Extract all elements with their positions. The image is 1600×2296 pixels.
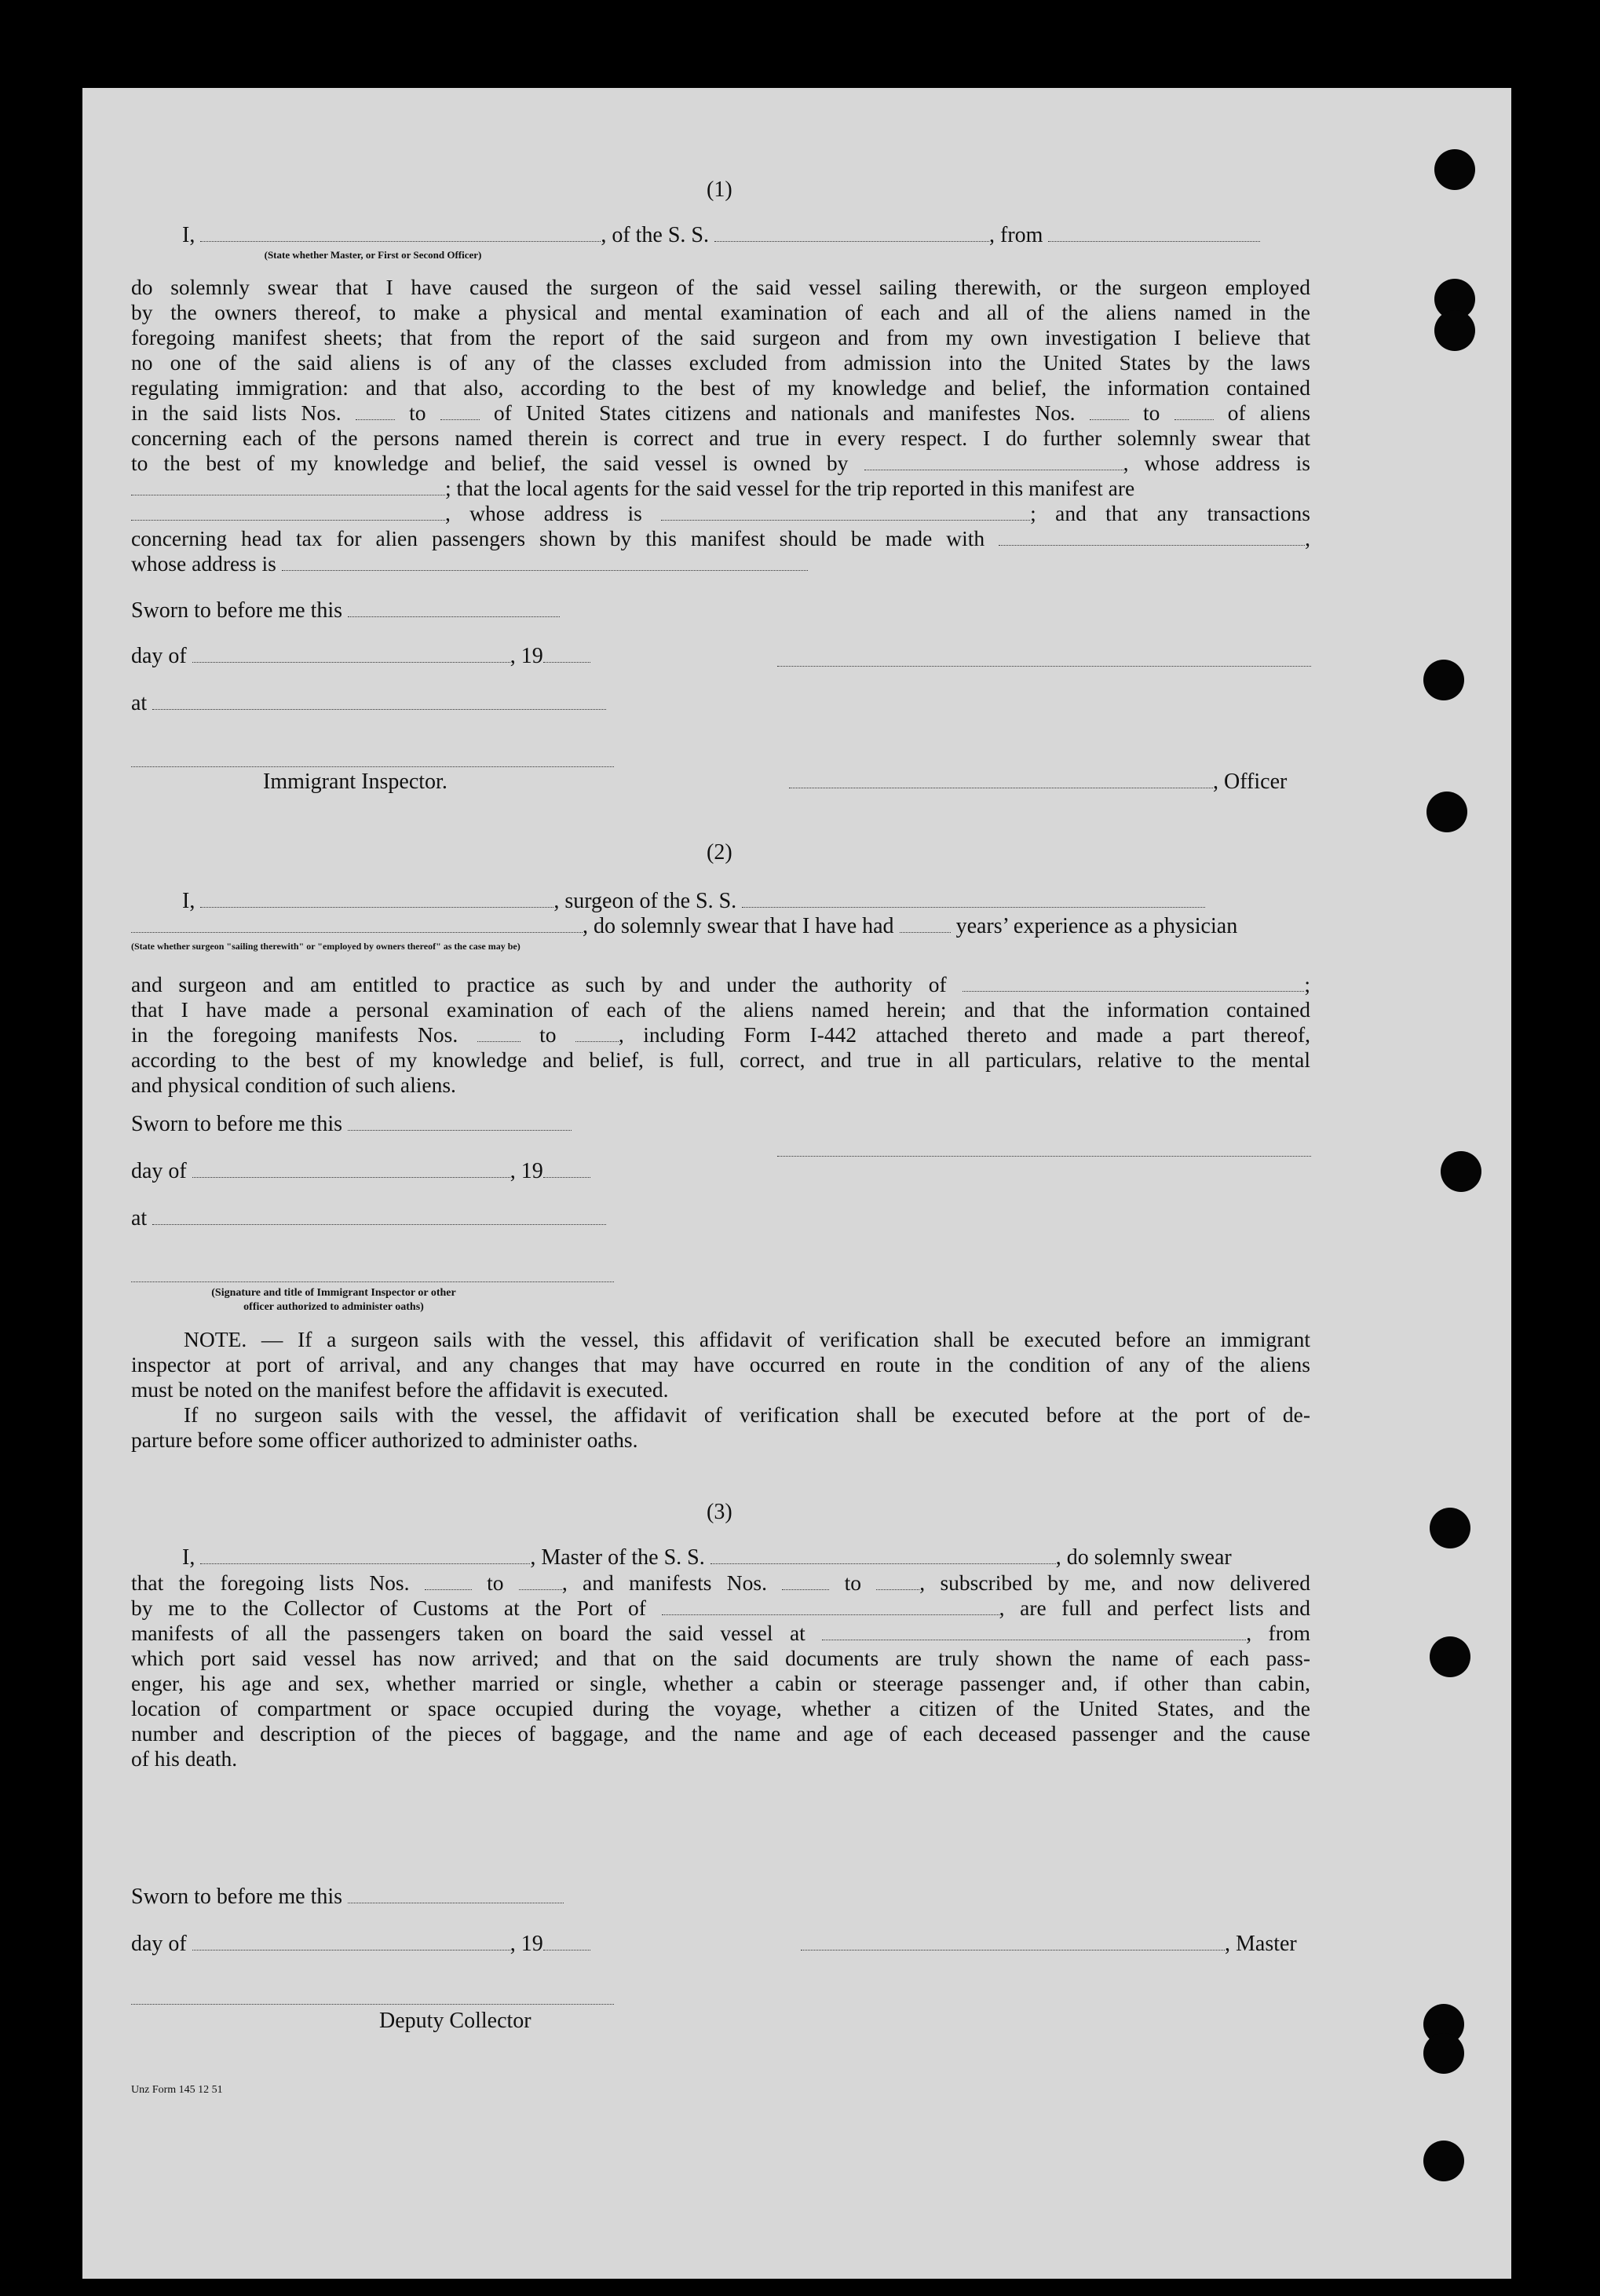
- punch-hole: [1430, 1508, 1470, 1548]
- lists-line-3: [131, 1570, 1310, 1596]
- paragraph-line: parture before some officer authorized to administer oaths.: [131, 1428, 638, 1452]
- whose-line: [131, 551, 1310, 576]
- ship-name-field-2[interactable]: [742, 890, 1205, 908]
- headtax-line: [131, 526, 1310, 551]
- text: , including Form I-442 attached thereto and made a part thereof,: [618, 1022, 1311, 1047]
- paragraph-line: enger, his age and sex, whether married or single, whether a cabin or steerage passenger and, if other than cabin,: [131, 1671, 1310, 1695]
- ship-name-field-3[interactable]: [711, 1546, 1056, 1564]
- paragraph-line: number and description of the pieces of baggage, and the name and age of each deceased passenger and the cause: [131, 1721, 1310, 1746]
- master-name-field[interactable]: [200, 1546, 530, 1564]
- text: whose address is: [131, 551, 276, 576]
- text: , 19: [510, 644, 543, 668]
- port-field[interactable]: [662, 1600, 999, 1615]
- text: , surgeon of the S. S.: [553, 889, 737, 913]
- sworn-day-field-3[interactable]: [348, 1885, 564, 1903]
- text: concerning head tax for alien passengers shown by this manifest should be made with: [131, 526, 985, 550]
- text: to: [539, 1022, 557, 1047]
- officer-note: (State whether Master, or First or Second Officer): [264, 249, 482, 261]
- inspector-signature-line[interactable]: [131, 766, 614, 767]
- section-2-second-line: [131, 914, 1237, 939]
- paragraph-line: of his death.: [131, 1746, 238, 1771]
- agents-field[interactable]: [131, 506, 445, 521]
- form-number: Unz Form 145 12 51: [131, 2084, 223, 2096]
- lists-line: [131, 400, 1310, 426]
- text: to: [487, 1570, 504, 1595]
- text: I,: [182, 1545, 195, 1570]
- signature-note: [200, 1286, 467, 1314]
- inspector-label: Immigrant Inspector.: [263, 770, 447, 794]
- text: to: [844, 1570, 861, 1595]
- officer-name-field[interactable]: [200, 224, 601, 242]
- headtax-contact-field[interactable]: [999, 531, 1305, 546]
- embark-port-field[interactable]: [822, 1625, 1246, 1640]
- ship-name-field[interactable]: [714, 224, 989, 242]
- paragraph-line: regulating immigration: and that also, according to the best of my knowledge and belief, the information contained: [131, 375, 1310, 400]
- manifest-from-field-3[interactable]: [782, 1575, 829, 1590]
- paragraph-line: by the owners thereof, to make a physical and mental examination of each and all of the aliens named in the: [131, 300, 1310, 324]
- month-field-2[interactable]: [192, 1160, 510, 1178]
- text: ; and that any transactions: [1030, 501, 1311, 525]
- punch-hole: [1423, 660, 1464, 700]
- text: , do solemnly swear that I have had: [583, 914, 894, 938]
- section-1-paragraph: [131, 275, 1310, 576]
- text: ,: [1305, 526, 1310, 550]
- year-field-3[interactable]: [543, 1932, 590, 1951]
- owner-address-field[interactable]: [131, 481, 445, 495]
- text: in the said lists Nos.: [131, 400, 342, 425]
- paragraph-line: inspector at port of arrival, and any changes that may have occurred en route in the condition of any of the aliens: [131, 1352, 1310, 1377]
- paragraph-line: If no surgeon sails with the vessel, the affidavit of verification shall be executed before at the port of de-: [184, 1402, 1310, 1427]
- manifest-from-field[interactable]: [1090, 405, 1129, 420]
- text: to the best of my knowledge and belief, the said vessel is owned by: [131, 451, 849, 475]
- month-field[interactable]: [192, 645, 510, 663]
- text: , are full and perfect lists and: [999, 1596, 1311, 1620]
- punch-hole: [1430, 1636, 1470, 1677]
- at-line-1: [131, 691, 606, 716]
- address-line: [131, 501, 1310, 526]
- officer-title-field[interactable]: [789, 770, 1213, 788]
- headtax-address-field[interactable]: [282, 556, 808, 571]
- text: that the foregoing lists Nos.: [131, 1570, 410, 1595]
- month-field-3[interactable]: [192, 1932, 510, 1951]
- section-1-number: (1): [707, 177, 732, 202]
- board-line: [131, 1621, 1310, 1646]
- authority-field[interactable]: [963, 977, 1304, 992]
- text: day of: [131, 644, 187, 668]
- master-line: [801, 1932, 1297, 1957]
- text: I,: [182, 889, 195, 913]
- punch-hole: [1423, 2033, 1464, 2074]
- owner-field[interactable]: [864, 455, 1123, 470]
- text: ;: [1304, 972, 1311, 996]
- text: , do solemnly swear: [1055, 1545, 1232, 1570]
- text: I,: [182, 223, 195, 247]
- list-to-field[interactable]: [440, 405, 480, 420]
- text: at: [131, 691, 148, 715]
- agents-line: [131, 476, 1310, 501]
- punch-hole: [1426, 792, 1467, 832]
- text: at: [131, 1206, 148, 1230]
- year-field-2[interactable]: [543, 1160, 590, 1178]
- section-2-paragraph: [131, 972, 1310, 1098]
- list-to-field-3[interactable]: [519, 1575, 562, 1590]
- surgeon-note: (State whether surgeon "sailing therewith" or "employed by owners thereof" as the case may be): [131, 941, 521, 952]
- text: , subscribed by me, and now delivered: [919, 1570, 1310, 1595]
- text: , and manifests Nos.: [561, 1570, 767, 1595]
- punch-hole: [1434, 310, 1475, 351]
- text: , 19: [510, 1159, 543, 1183]
- sworn-day-field-2[interactable]: [348, 1113, 572, 1131]
- paragraph-line: that I have made a personal examination of each of the aliens named herein; and that the information contained: [131, 997, 1310, 1022]
- paragraph-line: must be noted on the manifest before the affidavit is executed.: [131, 1377, 669, 1402]
- text: officer authorized to administer oaths): [243, 1301, 424, 1313]
- punch-hole: [1441, 1151, 1481, 1192]
- section-2-first-line: [182, 889, 1205, 914]
- paragraph-line: location of compartment or space occupied during the voyage, whether a citizen of the United States, and the: [131, 1696, 1310, 1720]
- text: , of the S. S.: [601, 223, 710, 247]
- authority-line: [131, 972, 1310, 997]
- witness-signature-line[interactable]: [131, 1281, 614, 1282]
- text: , whose address is: [1123, 451, 1310, 475]
- text: and surgeon and am entitled to practice as such by and under the authority of: [131, 972, 947, 996]
- paragraph-line: concerning each of the persons named therein is correct and true in every respect. I do further solemnly swear that: [131, 426, 1310, 450]
- text: Sworn to before me this: [131, 1885, 343, 1909]
- text: day of: [131, 1159, 187, 1183]
- place-field-2[interactable]: [152, 1207, 606, 1225]
- section-3-first-line: [182, 1545, 1232, 1570]
- manifest-from-field-2[interactable]: [477, 1027, 521, 1042]
- surgeon-name-field[interactable]: [200, 890, 553, 908]
- collector-signature-line[interactable]: [131, 2004, 614, 2005]
- officer-label-line: [789, 770, 1287, 795]
- text: of United States citizens and nationals and manifestes Nos.: [493, 400, 1076, 425]
- section-2-number: (2): [707, 840, 732, 865]
- text: of aliens: [1227, 400, 1311, 425]
- master-signature-field[interactable]: [801, 1932, 1225, 1951]
- paragraph-line: and physical condition of such aliens.: [131, 1073, 456, 1097]
- manifest-to-field-3[interactable]: [876, 1575, 919, 1590]
- text: Sworn to before me this: [131, 1112, 343, 1136]
- text: to: [409, 400, 426, 425]
- section-3-paragraph: [131, 1570, 1310, 1771]
- section-3-number: (3): [707, 1500, 732, 1524]
- surgeon-status-field[interactable]: [131, 915, 583, 933]
- note-paragraph-1: [131, 1327, 1310, 1402]
- sworn-line-3: [131, 1885, 564, 1910]
- text: by me to the Collector of Customs at the Port of: [131, 1596, 646, 1620]
- text: Sworn to before me this: [131, 598, 343, 623]
- sworn-line-2: [131, 1112, 572, 1137]
- manifests-line: [131, 1022, 1310, 1047]
- sworn-day-field[interactable]: [348, 599, 560, 617]
- paragraph-line: foregoing manifest sheets; that from the report of the said surgeon and from my own investigation I believe that: [131, 325, 1310, 349]
- form-page: [82, 88, 1511, 2279]
- list-from-field[interactable]: [356, 405, 395, 420]
- day-of-line-3: [131, 1932, 590, 1957]
- text: ; that the local agents for the said vessel for the trip reported in this manifest are: [445, 476, 1135, 500]
- collector-line: [131, 1596, 1310, 1621]
- day-of-line-2: [131, 1159, 590, 1184]
- paragraph-line: according to the best of my knowledge and belief, is full, correct, and true in all particulars, relative to the mental: [131, 1047, 1310, 1072]
- year-field[interactable]: [543, 645, 590, 663]
- text: in the foregoing manifests Nos.: [131, 1022, 458, 1047]
- list-from-field-3[interactable]: [425, 1575, 472, 1590]
- place-field[interactable]: [152, 692, 606, 710]
- text: , from: [1246, 1621, 1310, 1645]
- paragraph-line: NOTE. — If a surgeon sails with the vessel, this affidavit of verification shall be executed before an immigrant: [184, 1327, 1310, 1351]
- text: day of: [131, 1932, 187, 1956]
- text: , 19: [510, 1932, 543, 1956]
- sworn-line-1: [131, 598, 560, 623]
- text: manifests of all the passengers taken on board the said vessel at: [131, 1621, 805, 1645]
- note-paragraph-2: [131, 1402, 1310, 1453]
- manifest-to-field-2[interactable]: [575, 1027, 619, 1042]
- punch-hole: [1434, 149, 1475, 190]
- years-field[interactable]: [900, 915, 951, 933]
- text: , Master: [1225, 1932, 1297, 1956]
- text: to: [1142, 400, 1160, 425]
- collector-label: Deputy Collector: [379, 2009, 532, 2033]
- section-1-first-line: [182, 223, 1260, 248]
- paragraph-line: do solemnly swear that I have caused the surgeon of the said vessel sailing therewith, or the surgeon employed: [131, 275, 1310, 299]
- officer-signature-line[interactable]: [777, 666, 1311, 667]
- text: , from: [989, 223, 1043, 247]
- text: (Signature and title of Immigrant Inspector or other: [211, 1287, 456, 1299]
- agents-address-field[interactable]: [661, 506, 1030, 521]
- paragraph-line: no one of the said aliens is of any of the classes excluded from admission into the United States by the laws: [131, 350, 1310, 375]
- text: , Officer: [1213, 770, 1288, 794]
- text: , Master of the S. S.: [530, 1545, 705, 1570]
- departure-port-field[interactable]: [1048, 224, 1260, 242]
- text: , whose address is: [445, 501, 642, 525]
- day-of-line-1: [131, 644, 590, 669]
- punch-hole: [1423, 2141, 1464, 2181]
- paragraph-line: which port said vessel has now arrived; and that on the said documents are truly shown the name of each pass-: [131, 1646, 1310, 1670]
- text: years’ experience as a physician: [955, 914, 1238, 938]
- owned-line: [131, 451, 1310, 476]
- at-line-2: [131, 1206, 606, 1231]
- manifest-to-field[interactable]: [1174, 405, 1214, 420]
- surgeon-signature-line[interactable]: [777, 1156, 1311, 1157]
